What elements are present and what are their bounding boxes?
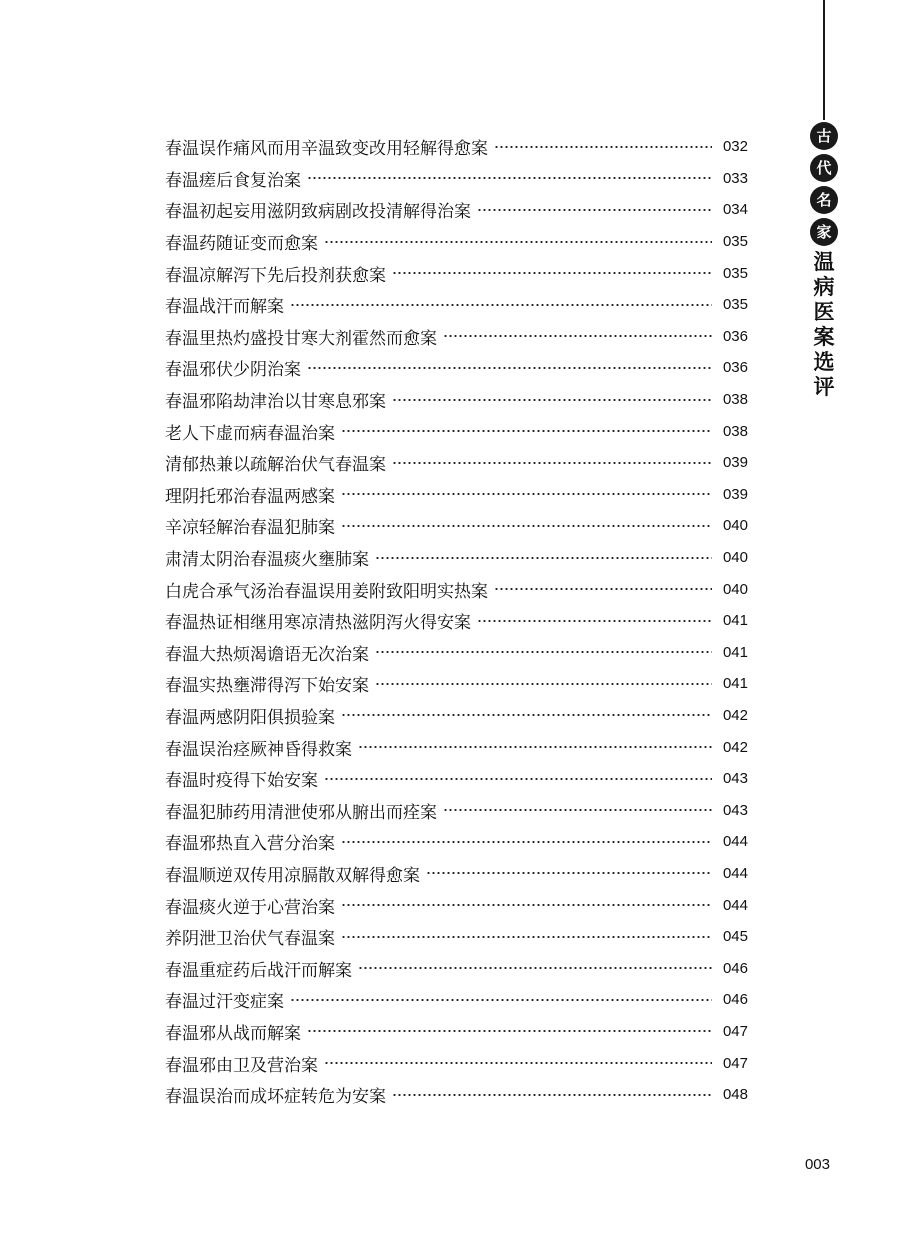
toc-entry[interactable]	[165, 542, 748, 574]
dot-leader	[392, 271, 712, 275]
dot-leader	[307, 366, 712, 370]
dot-leader	[375, 682, 712, 686]
toc-entry-page: 032	[722, 138, 748, 156]
title-char: 案	[813, 325, 835, 349]
toc-entry[interactable]	[165, 763, 748, 795]
badge-char-3: 名	[810, 186, 838, 214]
toc-entry[interactable]	[165, 731, 748, 763]
toc-entry-page: 040	[722, 517, 748, 535]
dot-leader	[324, 1061, 712, 1065]
dot-leader	[392, 398, 712, 402]
toc-entry-title: 春温痰火逆于心营治案	[165, 897, 335, 918]
dot-leader	[375, 650, 712, 654]
toc-entry[interactable]	[165, 384, 748, 416]
dot-leader	[341, 935, 712, 939]
toc-entry-page: 035	[722, 296, 748, 314]
toc-entry-title: 老人下虚而病春温治案	[165, 423, 335, 444]
toc-entry[interactable]	[165, 447, 748, 479]
toc-entry-title: 春温邪陷劫津治以甘寒息邪案	[165, 392, 386, 413]
toc-entry-title: 清郁热兼以疏解治伏气春温案	[165, 455, 386, 476]
dot-leader	[341, 903, 712, 907]
dot-leader	[426, 871, 712, 875]
toc-entry[interactable]	[165, 194, 748, 226]
toc-entry[interactable]	[165, 510, 748, 542]
toc-entry-page: 035	[722, 233, 748, 251]
toc-entry[interactable]	[165, 889, 748, 921]
dot-leader	[307, 176, 712, 180]
toc-entry[interactable]	[165, 163, 748, 195]
toc-entry-page: 040	[722, 549, 748, 567]
toc-entry[interactable]	[165, 415, 748, 447]
toc-entry-title: 春温重症药后战汗而解案	[165, 960, 352, 981]
dot-leader	[443, 808, 712, 812]
toc-entry[interactable]	[165, 668, 748, 700]
toc-entry-title: 春温误作痛风而用辛温致变改用轻解得愈案	[165, 139, 488, 160]
badge-char-1: 古	[810, 122, 838, 150]
toc-entry-page: 036	[722, 359, 748, 377]
title-char: 温	[813, 250, 835, 274]
toc-entry[interactable]	[165, 226, 748, 258]
dot-leader	[307, 1029, 712, 1033]
toc-entry-page: 036	[722, 327, 748, 345]
dot-leader	[341, 492, 712, 496]
toc-entry[interactable]	[165, 479, 748, 511]
toc-entry-title: 春温大热烦渴谵语无次治案	[165, 644, 369, 665]
dot-leader	[290, 998, 712, 1002]
toc-entry-page: 033	[722, 169, 748, 187]
dot-leader	[392, 461, 712, 465]
toc-entry[interactable]	[165, 826, 748, 858]
toc-entry[interactable]	[165, 573, 748, 605]
toc-entry-page: 039	[722, 485, 748, 503]
running-header-title	[814, 250, 835, 400]
toc-entry-title: 春温邪热直入营分治案	[165, 834, 335, 855]
toc-entry[interactable]	[165, 257, 748, 289]
toc-entry[interactable]	[165, 637, 748, 669]
toc-entry-title: 春温实热壅滞得泻下始安案	[165, 676, 369, 697]
toc-entry-page: 048	[722, 1086, 748, 1104]
toc-entry-title: 春温药随证变而愈案	[165, 234, 318, 255]
dot-leader	[375, 556, 712, 560]
toc-entry[interactable]	[165, 1079, 748, 1111]
toc-entry-title: 春温战汗而解案	[165, 297, 284, 318]
dot-leader	[358, 966, 712, 970]
title-char: 评	[813, 375, 835, 399]
running-header-vertical	[805, 122, 843, 400]
title-char: 医	[813, 300, 835, 324]
dot-leader	[494, 587, 712, 591]
toc-entry-title: 春温热证相继用寒凉清热滋阴泻火得安案	[165, 613, 471, 634]
dot-leader	[341, 524, 712, 528]
title-char: 选	[813, 350, 835, 374]
toc-entry[interactable]	[165, 605, 748, 637]
toc-entry[interactable]	[165, 921, 748, 953]
toc-entry-page: 046	[722, 959, 748, 977]
toc-entry-title: 春温凉解泻下先后投剂获愈案	[165, 265, 386, 286]
dot-leader	[494, 145, 712, 149]
toc-entry-title: 春温邪由卫及营治案	[165, 1055, 318, 1076]
toc-entry-page: 035	[722, 264, 748, 282]
toc-entry[interactable]	[165, 1047, 748, 1079]
badge-char-2: 代	[810, 154, 838, 182]
toc-entry-title: 春温误治而成坏症转危为安案	[165, 1087, 386, 1108]
toc-entry-page: 039	[722, 454, 748, 472]
toc-entry-page: 043	[722, 801, 748, 819]
toc-entry-page: 041	[722, 612, 748, 630]
dot-leader	[341, 429, 712, 433]
toc-entry-title: 春温犯肺药用清泄使邪从腑出而痊案	[165, 802, 437, 823]
toc-entry-title: 白虎合承气汤治春温误用姜附致阳明实热案	[165, 581, 488, 602]
toc-entry[interactable]	[165, 1016, 748, 1048]
toc-entry-title: 肃清太阴治春温痰火壅肺案	[165, 550, 369, 571]
dot-leader	[477, 208, 712, 212]
toc-entry-page: 044	[722, 833, 748, 851]
toc-entry-title: 春温初起妄用滋阴致病剧改投清解得治案	[165, 202, 471, 223]
dot-leader	[290, 303, 712, 307]
dot-leader	[324, 777, 712, 781]
toc-entry-page: 038	[722, 391, 748, 409]
toc-entry[interactable]	[165, 289, 748, 321]
toc-entry-page: 040	[722, 580, 748, 598]
dot-leader	[443, 334, 712, 338]
toc-entry-page: 044	[722, 864, 748, 882]
toc-entry[interactable]	[165, 794, 748, 826]
toc-entry-title: 春温误治痉厥神昏得救案	[165, 739, 352, 760]
toc-entry-title: 理阴托邪治春温两感案	[165, 486, 335, 507]
toc-entry-page: 044	[722, 896, 748, 914]
badge-char-4: 家	[810, 218, 838, 246]
table-of-contents	[165, 131, 748, 1110]
toc-entry-title: 辛凉轻解治春温犯肺案	[165, 518, 335, 539]
toc-entry[interactable]	[165, 352, 748, 384]
dot-leader	[341, 840, 712, 844]
dot-leader	[358, 745, 712, 749]
toc-entry-page: 038	[722, 422, 748, 440]
toc-entry-title: 春温过汗变症案	[165, 992, 284, 1013]
dot-leader	[477, 619, 712, 623]
dot-leader	[341, 713, 712, 717]
side-vertical-rule	[823, 0, 825, 120]
toc-entry-title: 春温时疫得下始安案	[165, 771, 318, 792]
toc-entry-page: 047	[722, 1022, 748, 1040]
toc-entry-title: 养阴泄卫治伏气春温案	[165, 929, 335, 950]
toc-entry[interactable]	[165, 700, 748, 732]
toc-entry[interactable]	[165, 858, 748, 890]
toc-entry[interactable]	[165, 952, 748, 984]
toc-entry-title: 春温顺逆双传用凉膈散双解得愈案	[165, 865, 420, 886]
toc-entry[interactable]	[165, 984, 748, 1016]
toc-entry-title: 春温邪伏少阴治案	[165, 360, 301, 381]
toc-entry-page: 047	[722, 1054, 748, 1072]
dot-leader	[324, 240, 712, 244]
toc-entry-page: 042	[722, 706, 748, 724]
toc-entry-page: 041	[722, 643, 748, 661]
toc-entry[interactable]	[165, 131, 748, 163]
toc-entry-page: 041	[722, 675, 748, 693]
page-number: 003	[804, 1156, 830, 1173]
toc-entry-page: 046	[722, 991, 748, 1009]
title-char: 病	[813, 275, 835, 299]
dot-leader	[392, 1093, 712, 1097]
toc-entry-title: 春温两感阴阳俱损验案	[165, 707, 335, 728]
toc-entry-page: 042	[722, 738, 748, 756]
toc-entry-title: 春温瘥后食复治案	[165, 170, 301, 191]
toc-entry-page: 043	[722, 770, 748, 788]
toc-entry-page: 045	[722, 928, 748, 946]
toc-entry[interactable]	[165, 321, 748, 353]
toc-entry-title: 春温邪从战而解案	[165, 1023, 301, 1044]
toc-entry-page: 034	[722, 201, 748, 219]
toc-entry-title: 春温里热灼盛投甘寒大剂霍然而愈案	[165, 328, 437, 349]
